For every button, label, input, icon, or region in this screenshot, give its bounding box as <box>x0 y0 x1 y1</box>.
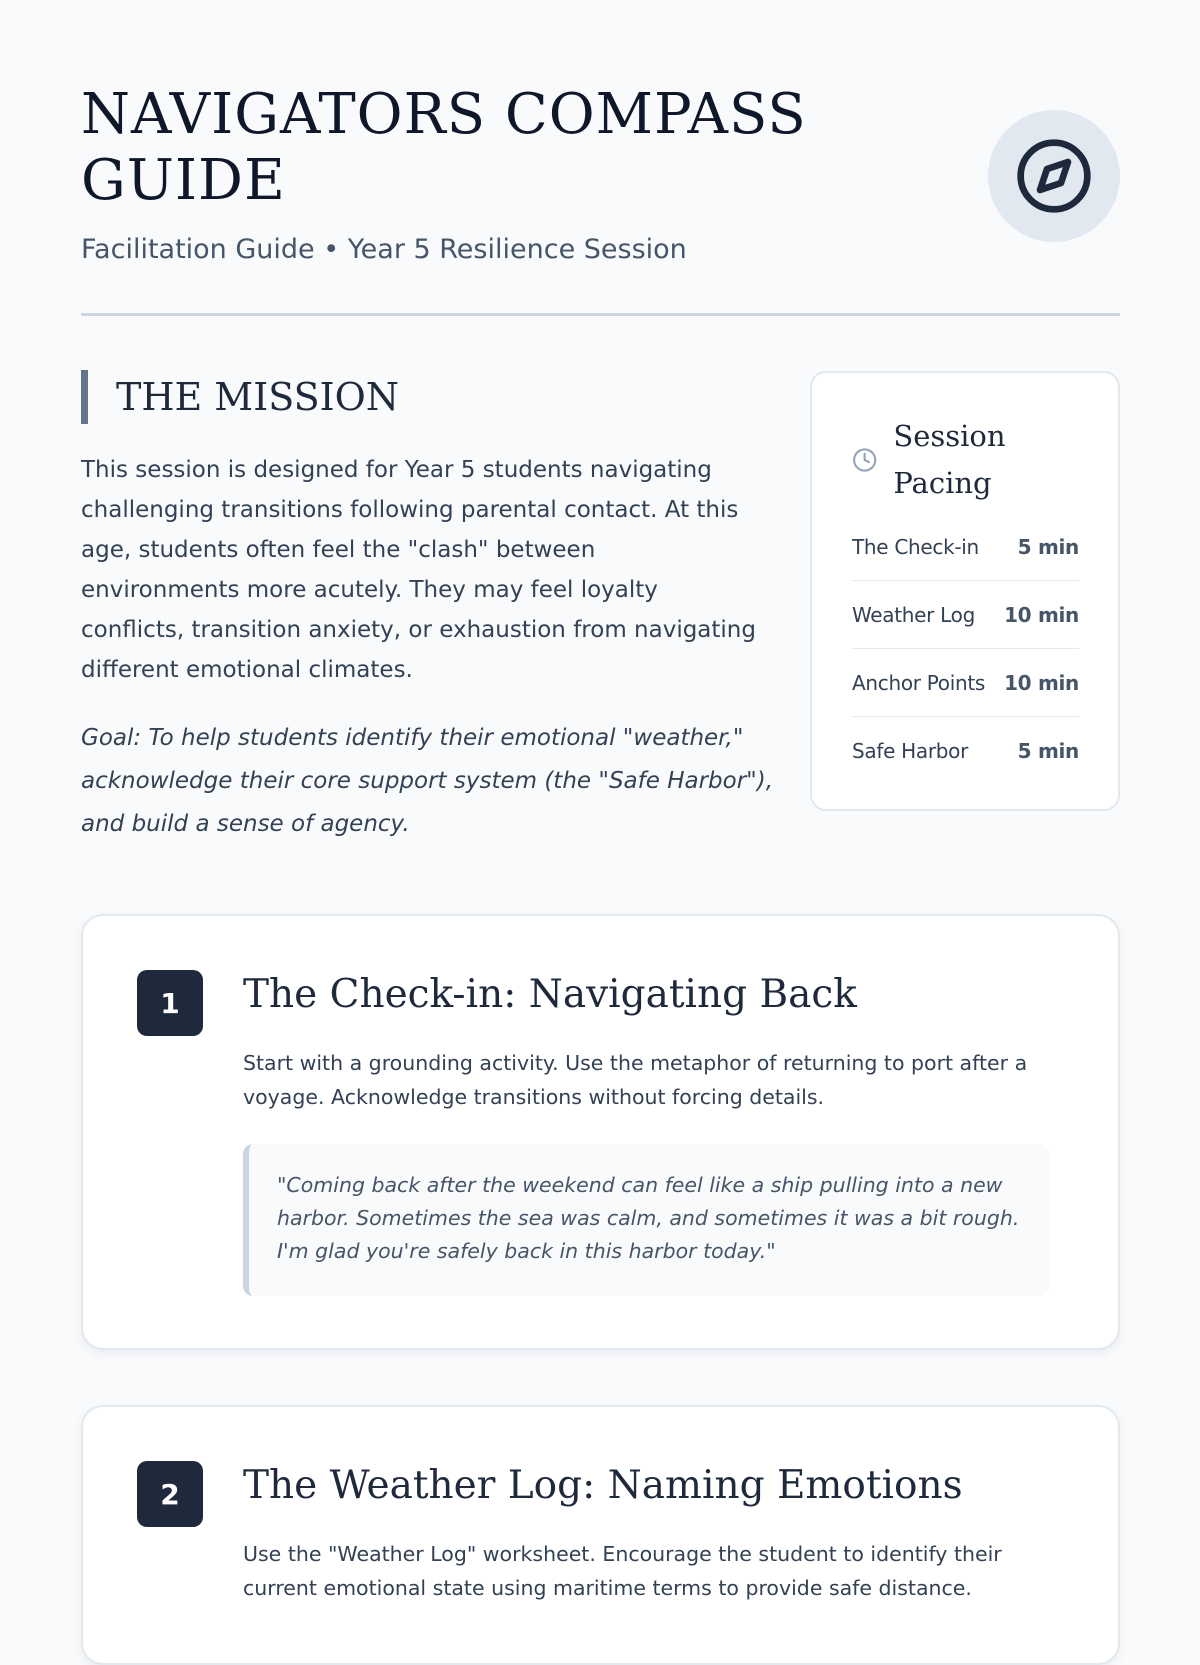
pacing-row <box>852 581 1079 649</box>
pacing-time: 5 min <box>1017 534 1079 559</box>
pacing-row <box>852 649 1079 717</box>
step-card-weather-log <box>81 1405 1120 1665</box>
pacing-label: Safe Harbor <box>852 739 969 763</box>
pacing-time: 10 min <box>1004 602 1079 627</box>
pacing-label: Anchor Points <box>852 670 986 695</box>
facilitator-quote <box>243 1144 1049 1296</box>
pacing-row <box>852 717 1079 785</box>
mission-heading: THE MISSION <box>81 370 399 424</box>
pacing-time: 10 min <box>1004 670 1079 695</box>
step-title: The Weather Log: Naming Emotions <box>243 1463 963 1508</box>
compass-badge <box>988 110 1120 242</box>
mission-goal: Goal: To help students identify their emotional "weather," acknowledge their core support system (the "Safe Harbor"), and build a sense of agency. <box>81 725 774 837</box>
step-card-checkin <box>81 914 1120 1350</box>
step-description: Start with a grounding activity. Use the metaphor of returning to port after a voyage. Acknowledge transitions without forcing details. <box>243 1051 1028 1109</box>
pacing-label: Weather Log <box>852 602 975 627</box>
pacing-label: The Check-in <box>852 534 979 559</box>
compass-icon <box>1014 136 1094 216</box>
pacing-row <box>852 513 1079 581</box>
pacing-list <box>852 513 1079 785</box>
session-pacing-card <box>810 371 1120 811</box>
pacing-header <box>852 413 1092 507</box>
mission-body: This session is designed for Year 5 students navigating challenging transitions following parental contact. At this age, students often feel the "clash" between environments more acutely. They may feel loyalty conflicts, transition anxiety, or exhaustion from navigating different emotional climates. <box>81 457 756 683</box>
step-title: The Check-in: Navigating Back <box>243 972 857 1017</box>
page-subtitle: Facilitation Guide • Year 5 Resilience Session <box>81 234 687 265</box>
step-number-badge: 1 <box>137 970 203 1036</box>
header-divider <box>81 313 1120 316</box>
quote-text: "Coming back after the weekend can feel like a ship pulling into a new harbor. Sometimes the sea was calm, and sometimes it was a bit rough. I'm glad you're safely back in this harbor today." <box>277 1173 1020 1263</box>
step-number-badge: 2 <box>137 1461 203 1527</box>
pacing-time: 5 min <box>1017 739 1079 763</box>
clock-icon <box>852 446 877 474</box>
pacing-title: Session Pacing <box>893 419 1006 500</box>
page-title: NAVIGATORS COMPASS GUIDE <box>81 82 807 213</box>
step-description: Use the "Weather Log" worksheet. Encourage the student to identify their current emotional state using maritime terms to provide safe distance. <box>243 1542 1002 1600</box>
